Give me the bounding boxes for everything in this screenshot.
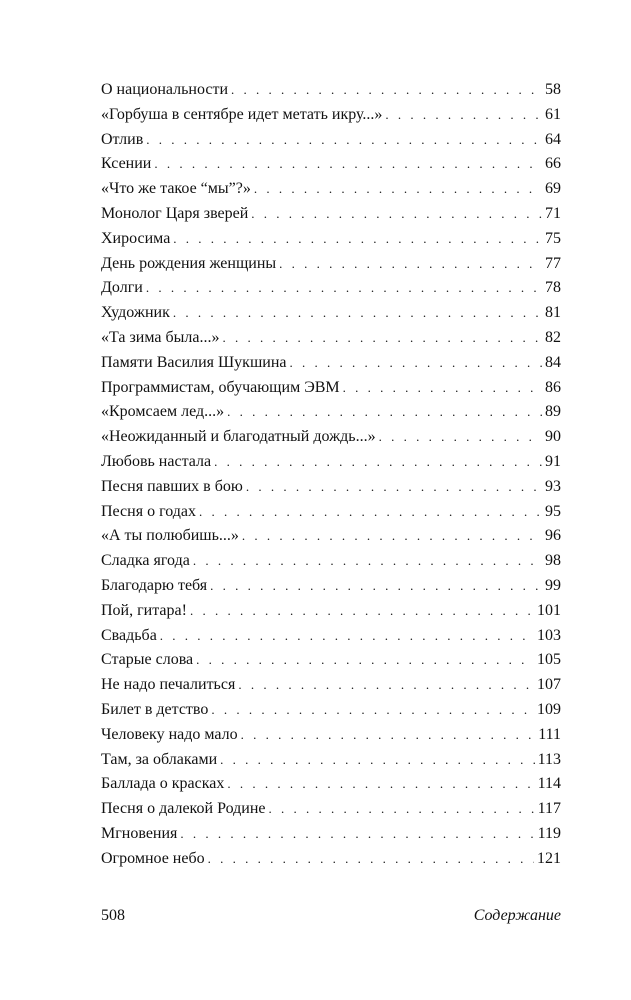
dot-leader xyxy=(208,847,534,872)
dot-leader xyxy=(220,748,534,773)
dot-leader xyxy=(238,673,534,698)
toc-entry xyxy=(101,103,561,128)
toc-entry-page: 111 xyxy=(538,725,561,743)
dot-leader xyxy=(210,574,542,599)
toc-entry-page: 105 xyxy=(537,651,561,669)
dot-leader xyxy=(222,326,542,351)
toc-entry-title: День рождения женщины xyxy=(101,254,277,272)
toc-entry xyxy=(101,152,561,177)
toc-entry-title: Старые слова xyxy=(101,651,194,669)
toc-entry-title: Песня о далекой Родине xyxy=(101,800,266,818)
dot-leader xyxy=(193,549,542,574)
toc-entry-page: 64 xyxy=(545,130,561,148)
toc-entry xyxy=(101,772,561,797)
toc-entry-title: «Горбуша в сентябре идет метать икру...» xyxy=(101,105,383,123)
toc-entry-title: Баллада о красках xyxy=(101,775,225,793)
toc-entry-title: «Что же такое “мы”?» xyxy=(101,180,251,198)
dot-leader xyxy=(385,103,542,128)
toc-entry xyxy=(101,425,561,450)
dot-leader xyxy=(241,723,536,748)
toc-entry-title: «Неожиданный и благодатный дождь...» xyxy=(101,428,376,446)
toc-entry-title: Человеку надо мало xyxy=(101,725,238,743)
toc-entry xyxy=(101,78,561,103)
toc-entry xyxy=(101,673,561,698)
toc-entry xyxy=(101,723,561,748)
dot-leader xyxy=(173,301,542,326)
toc-entry-page: 107 xyxy=(537,676,561,694)
toc-entry-title: Художник xyxy=(101,304,170,322)
toc-entry-title: Хиросима xyxy=(101,229,171,247)
toc-entry-title: Памяти Василия Шукшина xyxy=(101,353,287,371)
toc-entry-page: 89 xyxy=(545,403,561,421)
dot-leader xyxy=(214,450,542,475)
toc-entry-title: Монолог Царя зверей xyxy=(101,204,249,222)
dot-leader xyxy=(379,425,542,450)
toc-entry xyxy=(101,202,561,227)
toc-entry-page: 58 xyxy=(545,81,561,98)
toc-entry-page: 109 xyxy=(537,700,561,718)
toc-entry-title: Песня павших в бою xyxy=(101,477,243,495)
toc-entry xyxy=(101,326,561,351)
toc-entry xyxy=(101,624,561,649)
toc-entry xyxy=(101,177,561,202)
toc-entry-title: Свадьба xyxy=(101,626,157,644)
toc-entry xyxy=(101,599,561,624)
toc-entry xyxy=(101,276,561,301)
dot-leader xyxy=(242,524,542,549)
toc-entry xyxy=(101,351,561,376)
toc-entry-title: «Кромсаем лед...» xyxy=(101,403,225,421)
toc-entry-page: 66 xyxy=(545,155,561,173)
table-of-contents xyxy=(101,78,561,872)
toc-entry-page: 114 xyxy=(537,775,561,793)
toc-entry-title: Любовь настала xyxy=(101,452,212,470)
toc-entry-page: 84 xyxy=(545,353,561,371)
toc-entry-title: О национальности xyxy=(101,81,229,98)
toc-entry xyxy=(101,301,561,326)
dot-leader xyxy=(246,475,542,500)
toc-entry xyxy=(101,400,561,425)
dot-leader xyxy=(196,648,534,673)
toc-entry-page: 113 xyxy=(537,750,561,768)
toc-entry-page: 77 xyxy=(545,254,561,272)
dot-leader xyxy=(160,624,534,649)
toc-entry-page: 86 xyxy=(545,378,561,396)
dot-leader xyxy=(251,202,542,227)
toc-entry-page: 93 xyxy=(545,477,561,495)
dot-leader xyxy=(231,78,542,103)
dot-leader xyxy=(180,822,534,847)
toc-entry xyxy=(101,822,561,847)
toc-entry-title: Песня о годах xyxy=(101,502,197,520)
dot-leader xyxy=(343,376,542,401)
toc-entry xyxy=(101,475,561,500)
toc-entry xyxy=(101,500,561,525)
dot-leader xyxy=(227,772,534,797)
toc-entry-page: 90 xyxy=(545,428,561,446)
dot-leader xyxy=(254,177,542,202)
toc-entry-title: Благодарю тебя xyxy=(101,576,208,594)
page-number: 508 xyxy=(101,907,125,924)
toc-entry-page: 91 xyxy=(545,452,561,470)
toc-entry-title: Там, за облаками xyxy=(101,750,218,768)
page-footer xyxy=(101,907,561,925)
toc-entry-title: Отлив xyxy=(101,130,144,148)
toc-entry xyxy=(101,376,561,401)
toc-entry xyxy=(101,748,561,773)
toc-entry-page: 71 xyxy=(545,204,561,222)
dot-leader xyxy=(227,400,542,425)
toc-entry xyxy=(101,450,561,475)
toc-entry-title: «А ты полюбишь...» xyxy=(101,527,239,545)
toc-entry xyxy=(101,128,561,153)
toc-entry-page: 69 xyxy=(545,180,561,198)
toc-entry-title: «Та зима была...» xyxy=(101,328,220,346)
toc-entry-page: 96 xyxy=(545,527,561,545)
toc-entry xyxy=(101,698,561,723)
toc-entry xyxy=(101,648,561,673)
toc-entry xyxy=(101,847,561,872)
toc-entry-page: 75 xyxy=(545,229,561,247)
toc-entry-title: Ксении xyxy=(101,155,152,173)
toc-entry-page: 95 xyxy=(545,502,561,520)
dot-leader xyxy=(279,252,542,277)
toc-entry-title: Программистам, обучающим ЭВМ xyxy=(101,378,340,396)
toc-entry-title: Сладка ягода xyxy=(101,552,190,570)
toc-entry-page: 101 xyxy=(537,601,561,619)
toc-entry xyxy=(101,227,561,252)
toc-entry xyxy=(101,574,561,599)
toc-entry-title: Огромное небо xyxy=(101,849,205,867)
toc-entry-page: 98 xyxy=(545,552,561,570)
toc-entry-title: Не надо печалиться xyxy=(101,676,236,694)
toc-entry-page: 103 xyxy=(537,626,561,644)
dot-leader xyxy=(146,128,542,153)
toc-entry xyxy=(101,252,561,277)
dot-leader xyxy=(199,500,542,525)
toc-entry-title: Пой, гитара! xyxy=(101,601,187,619)
dot-leader xyxy=(211,698,534,723)
dot-leader xyxy=(190,599,534,624)
toc-entry xyxy=(101,524,561,549)
toc-entry-page: 99 xyxy=(545,576,561,594)
toc-entry-title: Мгновения xyxy=(101,824,178,842)
toc-entry-page: 117 xyxy=(537,800,561,818)
dot-leader xyxy=(290,351,543,376)
toc-entry-title: Долги xyxy=(101,279,143,297)
toc-entry xyxy=(101,549,561,574)
toc-entry-page: 78 xyxy=(545,279,561,297)
toc-entry-page: 82 xyxy=(545,328,561,346)
dot-leader xyxy=(173,227,542,252)
toc-entry-page: 121 xyxy=(537,849,561,867)
toc-entry-page: 119 xyxy=(537,824,561,842)
dot-leader xyxy=(146,276,542,301)
dot-leader xyxy=(268,797,534,822)
dot-leader xyxy=(154,152,542,177)
toc-entry-page: 81 xyxy=(545,304,561,322)
toc-entry-page: 61 xyxy=(545,105,561,123)
toc-entry-title: Билет в детство xyxy=(101,700,209,718)
running-title: Содержание xyxy=(473,907,561,924)
toc-entry xyxy=(101,797,561,822)
